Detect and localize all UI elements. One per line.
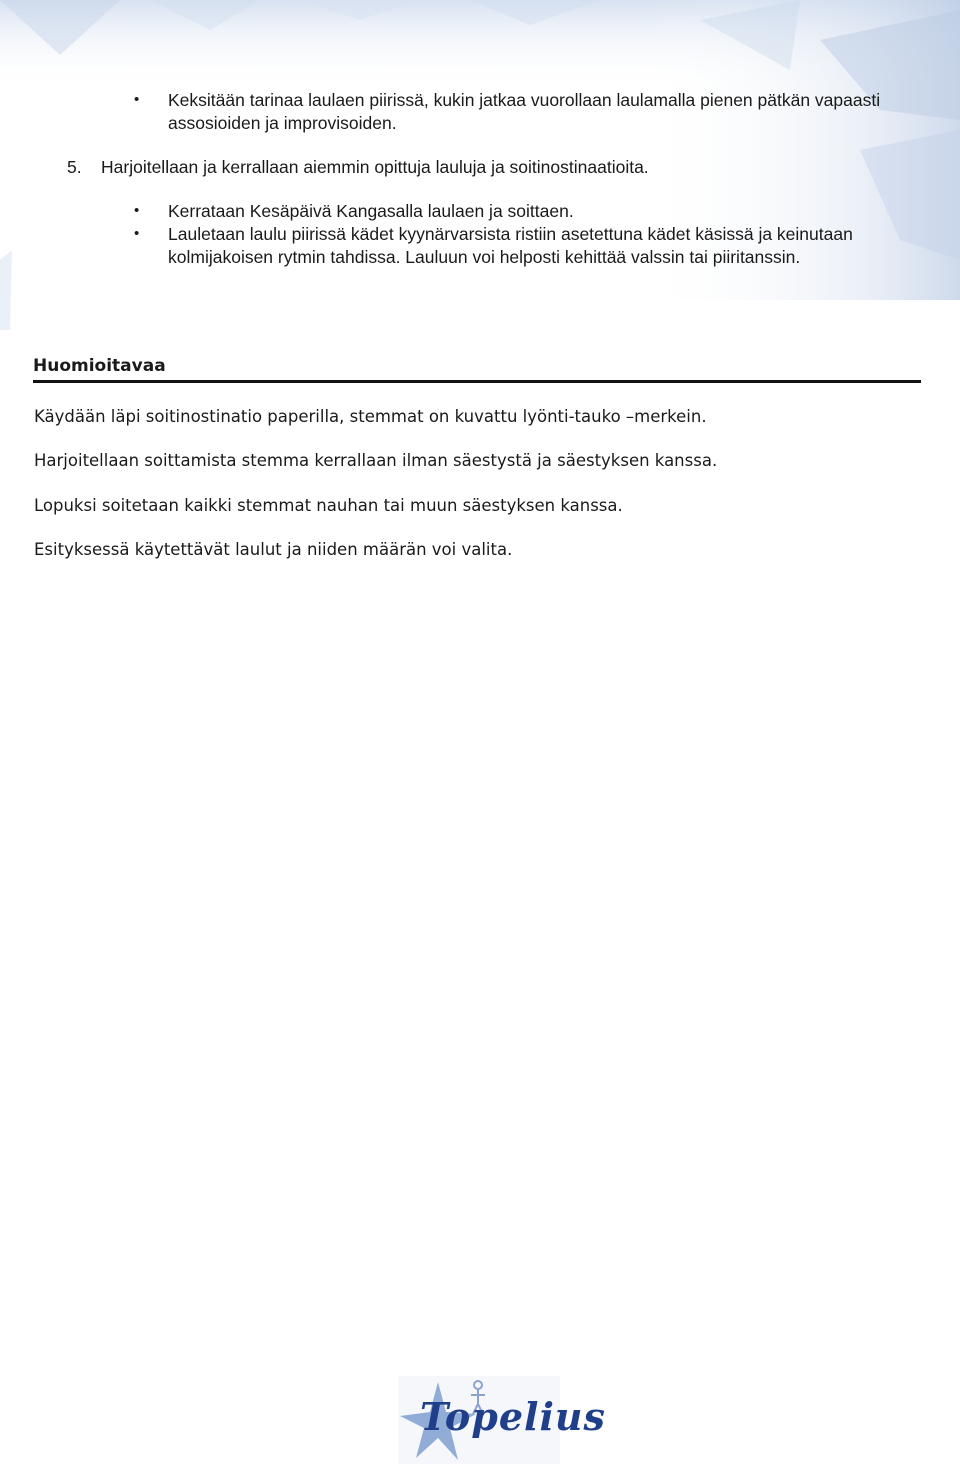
paragraph: Käydään läpi soitinostinatio paperilla, stemmat on kuvattu lyönti-tauko –merkein. (34, 407, 707, 426)
numbered-item-text: Harjoitellaan ja kerrallaan aiemmin opittuja lauluja ja soitinostinaatioita. (101, 157, 649, 177)
bullet-icon: • (134, 91, 140, 108)
paragraph: Esityksessä käytettävät laulut ja niiden määrän voi valita. (34, 540, 513, 559)
list-item-text: Lauletaan laulu piirissä kädet kyynärvarsista ristiin asetettuna kädet käsissä ja keinutaan kolmijakoisen rytmin tahdissa. Lauluun voi helposti kehittää valssin tai piiritanssin. (168, 224, 853, 267)
bullet-icon: • (134, 202, 140, 219)
numbered-item (67, 156, 649, 178)
section-heading: Huomioitavaa (33, 356, 921, 383)
bullet-icon: • (134, 225, 140, 242)
list-item-text: Keksitään tarinaa laulaen piirissä, kukin jatkaa vuorollaan laulamalla pienen pätkän vapaasti assosioiden ja improvisoiden. (168, 90, 881, 133)
paragraph: Lopuksi soitetaan kaikki stemmat nauhan tai muun säestyksen kanssa. (34, 496, 623, 515)
list-item-text: Kerrataan Kesäpäivä Kangasalla laulaen ja soittaen. (168, 201, 574, 221)
list-item (132, 200, 903, 223)
list-item (132, 223, 903, 268)
topelius-logo (398, 1376, 606, 1464)
logo-text: Topelius (420, 1394, 606, 1439)
list-item (132, 89, 903, 134)
item-number: 5. (67, 157, 82, 177)
paragraph: Harjoitellaan soittamista stemma kerrallaan ilman säestystä ja säestyksen kanssa. (34, 451, 718, 470)
